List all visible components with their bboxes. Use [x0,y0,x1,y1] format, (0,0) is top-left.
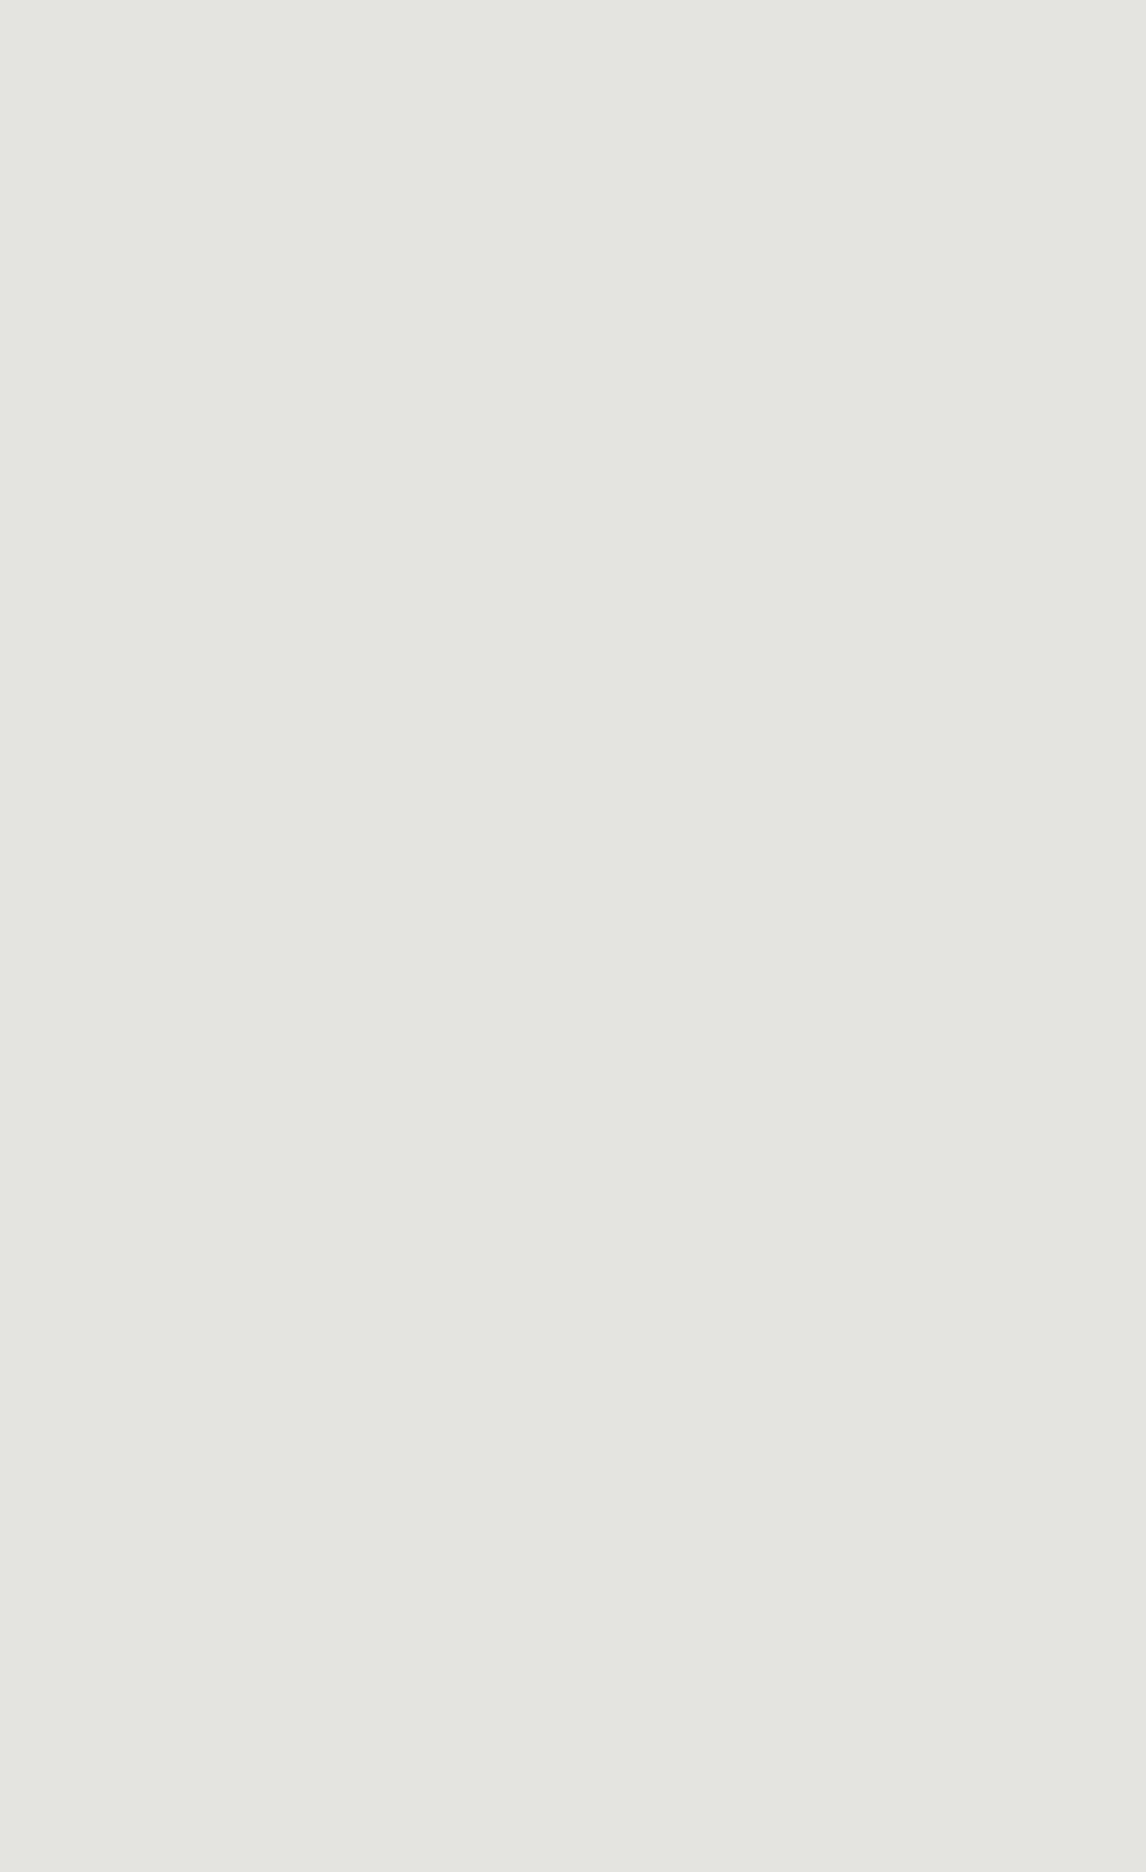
present-line [72,1480,1048,1516]
present-line [72,1444,1048,1480]
footnote-2-line [72,832,1048,862]
footnote-2 [72,802,1048,832]
footnotes [72,772,1048,922]
footnote-2-line [72,892,1048,922]
agenda-item-cont [72,1588,1048,1624]
present-line [72,1408,1048,1444]
agenda-item [72,1552,1048,1588]
heard-line [72,1624,1048,1660]
heard-line-cont [72,1660,1048,1696]
footnote-2-line [72,862,1048,892]
footnote-1 [72,772,1048,802]
protocol-body [72,1408,1048,1696]
agenda-heading [72,1516,1048,1552]
